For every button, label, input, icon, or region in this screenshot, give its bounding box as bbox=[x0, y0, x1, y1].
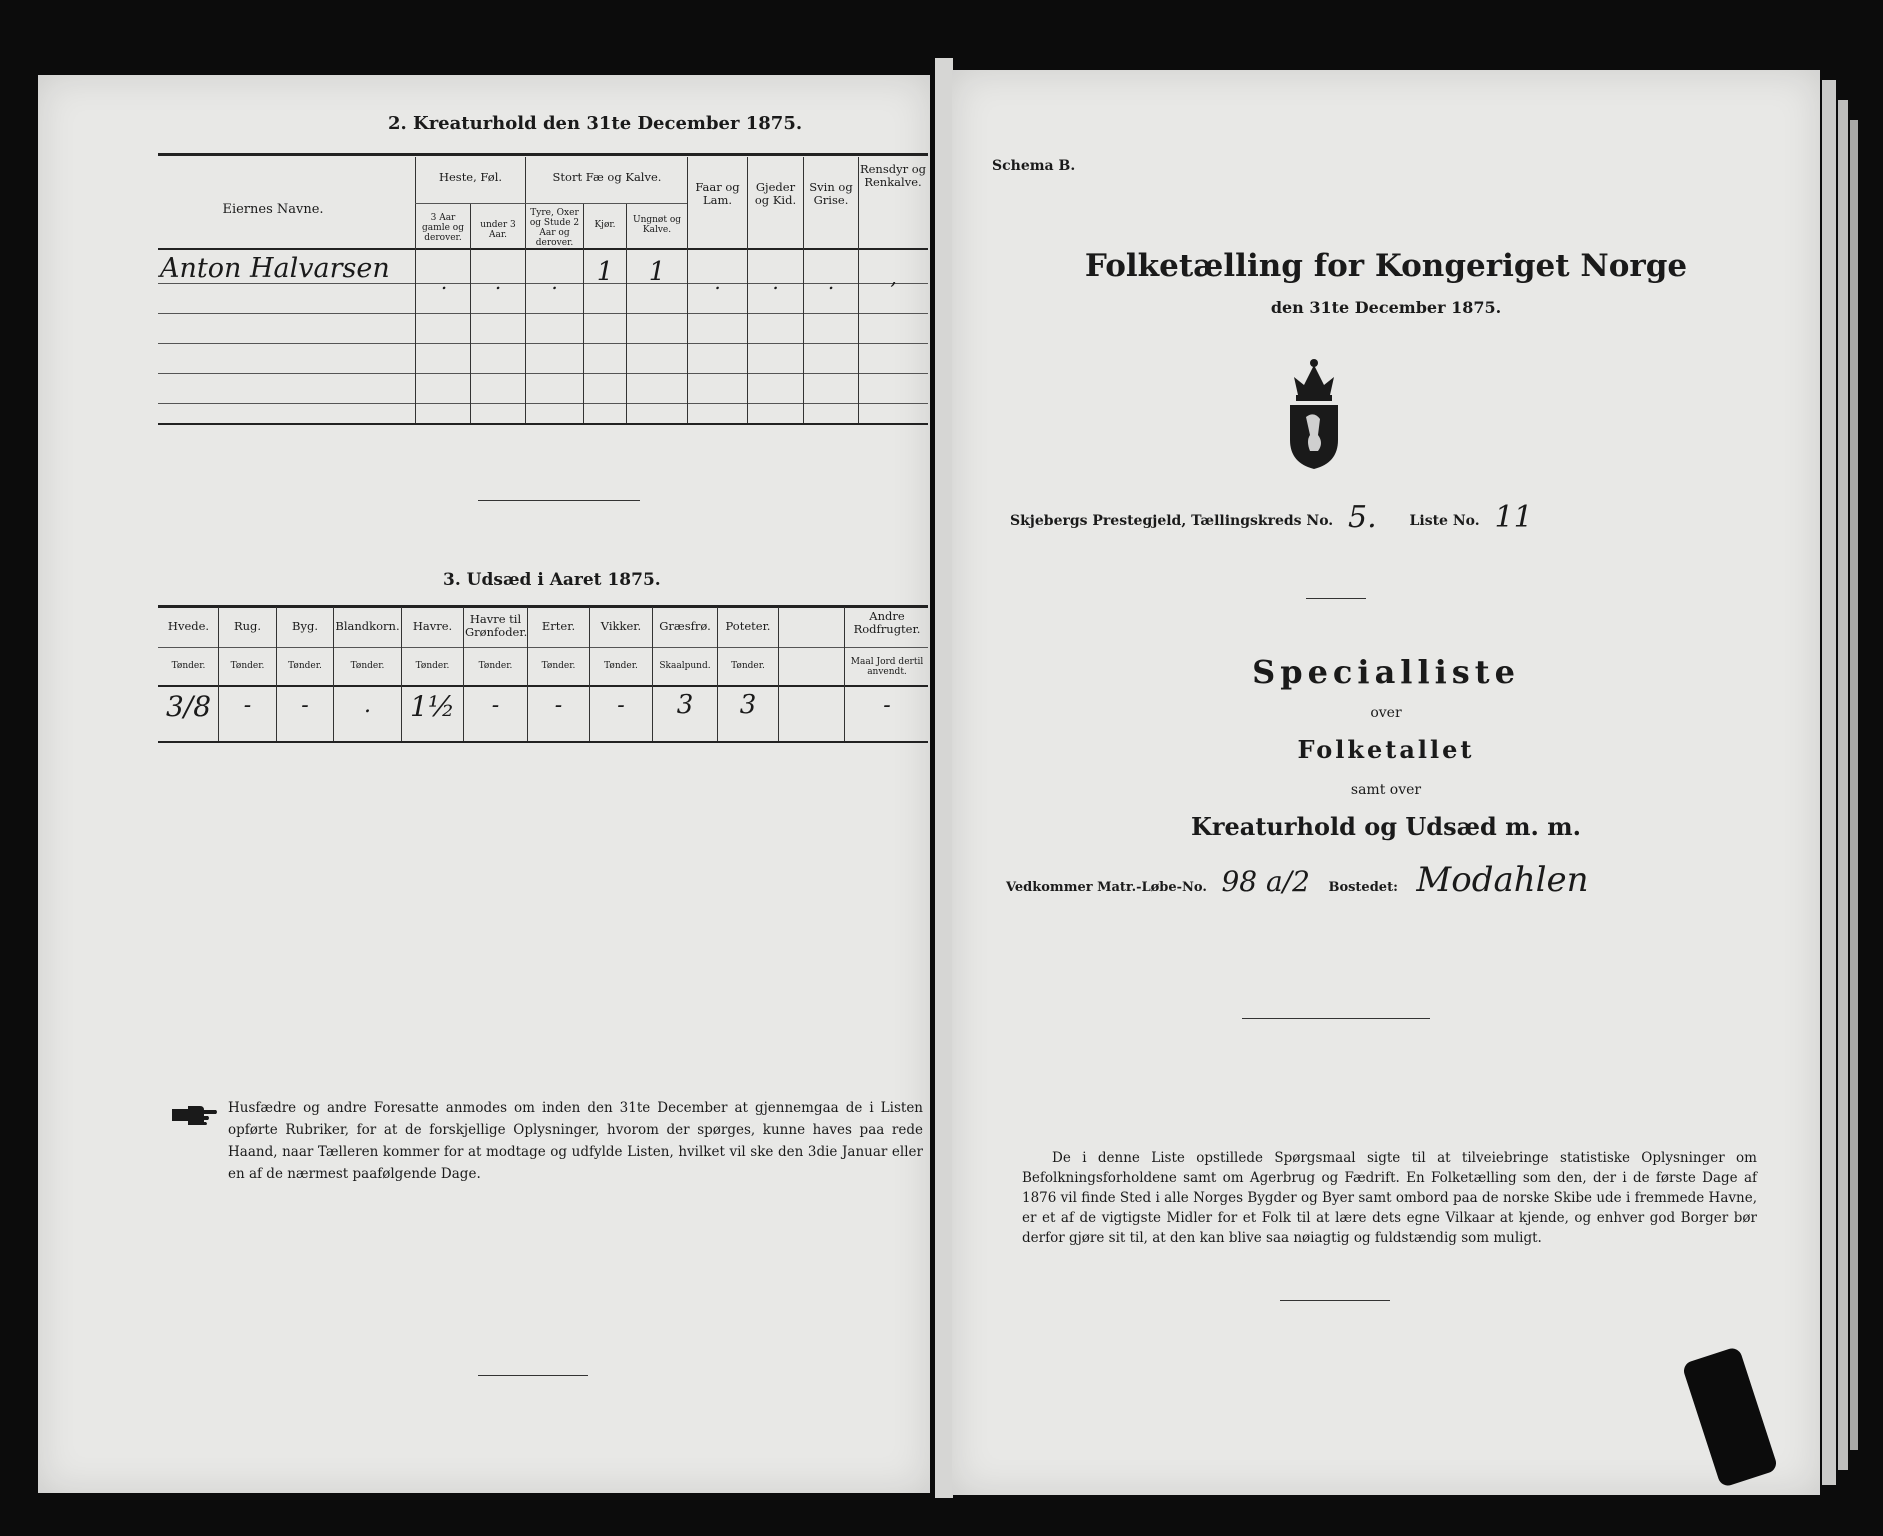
matr-label: Vedkommer Matr.-Løbe-No. bbox=[1006, 880, 1207, 895]
main-title: Folketælling for Kongeriget Norge bbox=[1084, 248, 1688, 284]
table1-header-rule bbox=[158, 248, 928, 250]
district-line bbox=[1010, 498, 1533, 533]
svin-header: Svin og Grise. bbox=[809, 180, 853, 207]
section2-title: 2. Kreaturhold den 31te December 1875. bbox=[388, 113, 803, 134]
tyre-subheader: Tyre, Oxer og Stude 2 Aar og derover. bbox=[529, 208, 580, 248]
rensdyr-header: Rensdyr og Renkalve. bbox=[859, 162, 927, 189]
kreds-value: 5. bbox=[1348, 500, 1377, 535]
bottom-divider bbox=[478, 1375, 588, 1376]
prestegjeld-label: Skjebergs Prestegjeld, bbox=[1010, 513, 1187, 529]
matr-line bbox=[1006, 860, 1589, 900]
census-date: den 31te December 1875. bbox=[1270, 298, 1502, 317]
schema-label: Schema B. bbox=[992, 158, 1076, 174]
section3-title: 3. Udsæd i Aaret 1875. bbox=[443, 570, 661, 590]
kjor-subheader: Kjør. bbox=[594, 220, 616, 230]
owner-name: Anton Halvarsen bbox=[160, 253, 390, 284]
page-stack-edge bbox=[1850, 120, 1858, 1450]
kreaturhold-title: Kreaturhold og Udsæd m. m. bbox=[1191, 812, 1581, 841]
specialliste-title: Specialliste bbox=[1252, 653, 1520, 691]
owner-header: Eiernes Navne. bbox=[222, 202, 324, 217]
notice-text: Husfædre og andre Foresatte anmodes om inden den 31te December at gjennemgaa de i Listen opførte Rubriker, for at de forskjellige Oplysninger, hvorom der spørges, kunne haves paa rede Haand, naar Tælleren kommer for at modtage og udfylde Listen, hvilket vil ske den 3die Januar eller en af de nærmest paafølgende Dage. bbox=[228, 1100, 923, 1182]
ungnot-subheader: Ungnøt og Kalve. bbox=[632, 215, 681, 235]
faar-header: Faar og Lam. bbox=[695, 180, 740, 207]
heste-young-subheader: under 3 Aar. bbox=[480, 220, 516, 240]
page-stack-edge bbox=[1822, 80, 1836, 1485]
table1-bottom-rule bbox=[158, 423, 928, 425]
folketallet-title: Folketallet bbox=[1297, 735, 1475, 764]
heste-old-subheader: 3 Aar gamle og derover. bbox=[422, 213, 464, 243]
matr-value: 98 a/2 bbox=[1221, 865, 1310, 898]
pointing-hand-icon bbox=[170, 1103, 218, 1127]
divider bbox=[478, 500, 640, 501]
bostedet-value: Modahlen bbox=[1416, 860, 1589, 900]
page-stack-edge bbox=[1838, 100, 1848, 1470]
table2-bottom-rule bbox=[158, 741, 928, 743]
kreds-label: Tællingskreds No. bbox=[1191, 513, 1334, 529]
gjeder-header: Gjeder og Kid. bbox=[754, 180, 797, 207]
right-page: Schema B. Folketælling for Kongeriget Norge den 31te December 1875. Skjebergs Prestegjeld, Tællingskreds No. 5. Liste No. 11 Specialliste over Folketallet samt over Kreaturhold og Udsæd m. m. Vedkommer Matr.-Løbe-No. 98 a/2 Bostedet: Modahlen De i denne Liste opstillede Spørgsmaal sigte til at tilveiebringe statistiske Oplysninger om Befolkningsforholdene samt om Agerbrug og Fædrift. En Folketælling som den, der i de første Dage af 1876 vil finde Sted i alle Norges Bygder og Byer samt ombord paa de norske Skibe ude i fremmede Havne, er et af de vigtigste Midler for et Folk til at lære dets egne Vilkaar at kjende, og enhver god Borger bør derfor gjøre sit til, at den kan blive saa nøiagtig og fuldstændig som muligt. bbox=[952, 70, 1820, 1495]
table2-top-rule bbox=[158, 605, 928, 608]
bostedet-label: Bostedet: bbox=[1328, 880, 1398, 895]
liste-value: 11 bbox=[1494, 500, 1533, 535]
left-page: 2. Kreaturhold den 31te December 1875. Eiernes Navne. Heste, Føl. Stort Fæ og Kalve. Faar og Lam. Gjeder og Kid. Svin og Grise. Rensdyr og Renkalve. 3 Aar gamle og derover. under 3 Aar. Tyre, Oxer og Stude 2 Aar og derover. Kjør. Ungnøt og Kalve. Anton Halvarsen . . . 1 1 . . . , 3. Udsæd i Aaret 1875. Hvede. Rug. Byg. Blandkorn. Havre. Havre til Grønfoder. Erter. Vikker. Græsfrø. Poteter. Andre Rodfrugter. Tønder. Tønder. Tønder. Tønder. Tønder. Tønder. Tønder. Tønder. Skaalpund. Tønder. Maal Jord dertil anvendt. 3/8 - - . 1½ - - - 3 3 - Husfædre og andre Foresatte anmodes om inden den 31te December at gjennemgaa de i Listen opførte Rubriker, for at de forskjellige Oplysninger, hvorom der spørges, kunne haves paa rede Haand, naar Tælleren kommer for at modtage og udfylde Listen, hvilket vil ske den 3die Januar eller en af de nærmest paafølgende Dage. bbox=[38, 75, 930, 1493]
coat-of-arms-icon bbox=[1284, 355, 1344, 470]
info-paragraph: De i denne Liste opstillede Spørgsmaal sigte til at tilveiebringe statistiske Oplysninger om Befolkningsforholdene samt om Agerbrug og Fædrift. En Folketælling som den, der i de første Dage af 1876 vil finde Sted i alle Norges Bygder og Byer samt ombord paa de norske Skibe ude i fremmede Havne, er et af de vigtigste Midler for et Folk til at lære dets egne Vilkaar at kjende, og enhver god Borger bør derfor gjøre sit til, at den kan blive saa nøiagtig og fuldstændig som muligt. bbox=[1022, 1150, 1757, 1246]
table1-top-rule bbox=[158, 153, 928, 156]
heste-header: Heste, Føl. bbox=[438, 170, 503, 184]
page-stack-edge bbox=[935, 58, 953, 1498]
stort-fae-header: Stort Fæ og Kalve. bbox=[552, 170, 662, 184]
liste-label: Liste No. bbox=[1409, 513, 1480, 529]
